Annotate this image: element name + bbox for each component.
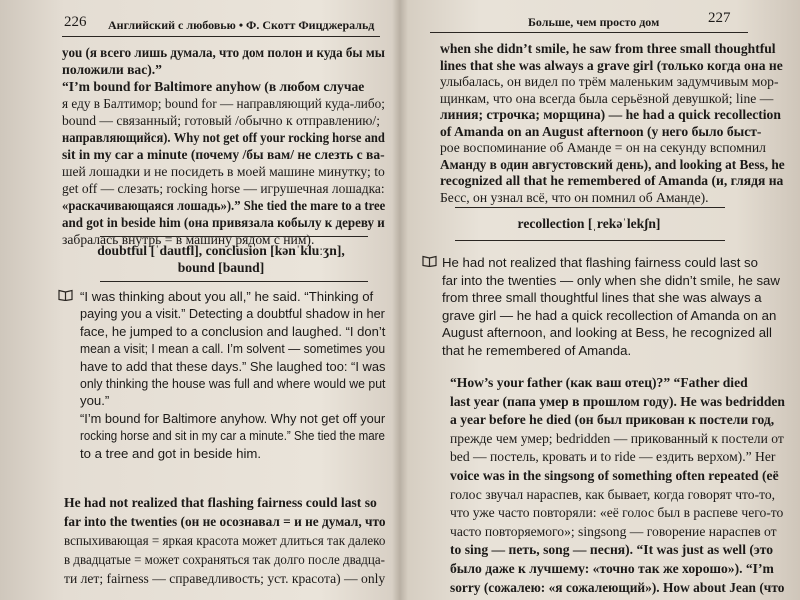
- text-line: voice was in the singsong of something often repeated (её: [450, 468, 779, 483]
- text-line: шей лошадки и не посидеть в моей машине минутку; to: [62, 164, 385, 179]
- passage-line: paying you a visit.” Detecting a doubtful shadow in her: [80, 306, 385, 322]
- text-line: часто повторяемого»; singsong — говорение нараспев от: [450, 523, 777, 539]
- passage-line: August afternoon, and looking at Bess, he recognized all: [442, 325, 772, 341]
- text-line: recognized all that he remembered of Amanda (и, глядя на: [440, 173, 784, 188]
- passage-line: mean a visit; I mean a call. I’m solvent — sometimes you: [80, 341, 386, 357]
- passage-line: only thinking the house was full and where would we put: [80, 376, 386, 391]
- text-line: lines that she was always a grave girl (только когда она не: [440, 57, 783, 73]
- passage-line: that he remembered of Amanda.: [442, 343, 632, 358]
- page-number: 226: [64, 14, 87, 30]
- passage-line: face, he jumped to a conclusion and laughed. “I don’t: [80, 323, 386, 339]
- text-line: He had not realized that flashing fairness could last so: [64, 495, 377, 510]
- text-line: «раскачивающаяся лошадь»).” She tied the mare to a tree: [62, 198, 386, 213]
- text-line: что уже часто повторяли: «её голос был в распеве чего-то: [450, 505, 784, 521]
- passage-line: far into the twenties — only when she didn’t smile, he saw: [442, 272, 780, 288]
- text-line: get off — слезать; rocking horse — игрушечная лошадка:: [62, 181, 385, 196]
- text-line: я еду в Балтимор; bound for — направляющий куда-либо;: [62, 96, 385, 111]
- text-line: голос звучал нараспев, как бывает, когда говорят что-то,: [450, 486, 776, 502]
- text-line: направляющийся). Why not get off your rocking horse and: [62, 130, 385, 145]
- passage-line: from three small thoughtful lines that she was always a: [442, 290, 762, 306]
- passage-line: “I was thinking about you all,” he said. “Thinking of: [80, 289, 374, 304]
- text-line: в двадцатые = может сохраняться так долго после двадца-: [64, 552, 385, 567]
- running-head: Английский с любовью • Ф. Скотт Фицджеральд: [108, 18, 375, 32]
- vocab-line: doubtful [ˈdautfl], conclusion [kənˈkluːʒn],: [97, 243, 345, 258]
- text-line: положили вас).”: [62, 62, 162, 77]
- vocab-rule-bottom: [100, 281, 368, 282]
- right-page: [400, 0, 800, 600]
- vocab-rule-top: [100, 236, 368, 237]
- page-number: 227: [708, 10, 731, 26]
- vocab-line: recollection [ˌrekəˈlekʃn]: [517, 216, 661, 231]
- text-line: of Amanda on an August afternoon (у него было быст-: [440, 123, 762, 139]
- text-line: “How’s your father (как ваш отец)?” “Father died: [450, 375, 748, 390]
- text-line: sit in my car a minute (почему /бы вам/ не слезть с ва-: [62, 147, 385, 162]
- vocab-rule-bottom: [455, 240, 725, 241]
- passage-line: you.”: [80, 393, 110, 409]
- text-line: to sing — петь, song — песня). “It was just as well (это: [450, 542, 774, 558]
- text-line: Аманду в один августовский день), and looking at Bess, he: [440, 156, 785, 172]
- header-rule: [430, 32, 748, 33]
- text-line: рое воспоминание об Аманде = он на секунду вспомнил: [440, 140, 766, 155]
- text-line: Бесс, он узнал всё, что он помнил об Аманде).: [440, 189, 709, 205]
- running-head: Больше, чем просто дом: [528, 15, 660, 29]
- text-line: прежде чем умер; bedridden — прикованный к постели от: [450, 430, 784, 446]
- text-line: линия; строчка; морщина) — he had a quick recollection: [440, 107, 781, 122]
- text-line: забралась внутрь = в машину рядом с ним).: [62, 232, 315, 247]
- text-line: щинкам, что она всегда была серьёзной девушкой; line —: [440, 90, 774, 106]
- passage-line: grave girl — he had a quick recollection of Amanda on an: [442, 307, 777, 323]
- passage-line: He had not realized that flashing fairness could last so: [442, 255, 758, 270]
- vocab-rule-top: [455, 207, 725, 208]
- text-line: было даже к лучшему: «точно так же хорошо»). “I’m: [450, 561, 774, 576]
- open-book-icon: [58, 289, 73, 301]
- text-line: when she didn’t smile, he saw from three small thoughtful: [440, 41, 776, 56]
- passage-line: to a tree and got in beside him.: [80, 445, 262, 461]
- text-line: улыбалась, он видел по трём маленьким задумчивым мор-: [440, 74, 779, 89]
- text-line: bed — постель, кровать и to ride — ездить верхом).” Her: [450, 449, 776, 465]
- text-line: ти лет; fairness — справедливость; уст. красота) — only: [64, 571, 386, 586]
- text-line: you (я всего лишь думала, что дом полон и куда бы мы: [62, 45, 385, 60]
- text-line: sorry (сожалею: «я сожалеющий»). How about Jean (что: [450, 579, 785, 595]
- text-line: “I’m bound for Baltimore anyhow (в любом случае: [62, 79, 365, 94]
- text-line: a year before he died (он был прикован к постели год,: [450, 412, 775, 428]
- passage-line: “I’m bound for Baltimore anyhow. Why not get off your: [80, 410, 386, 426]
- passage-line: rocking horse and sit in my car a minute.” She tied the mare: [80, 428, 385, 444]
- text-line: far into the twenties (он не осознавал = и не думал, что: [64, 514, 386, 529]
- text-line: and got in beside him (она привязала кобылу к дереву и: [62, 215, 385, 230]
- passage-line: have to add that these days.” She laughed too: “I was: [80, 358, 386, 374]
- text-line: bound — связанный; готовый /обычно к отправлению/;: [62, 113, 380, 128]
- vocab-line: bound [baund]: [177, 260, 265, 275]
- text-line: вспыхивающая = яркая красота может длиться так далеко: [64, 533, 386, 548]
- header-rule: [62, 36, 380, 37]
- text-line: last year (папа умер в прошлом году). He was bedridden: [450, 393, 785, 409]
- open-book-icon: [422, 255, 437, 267]
